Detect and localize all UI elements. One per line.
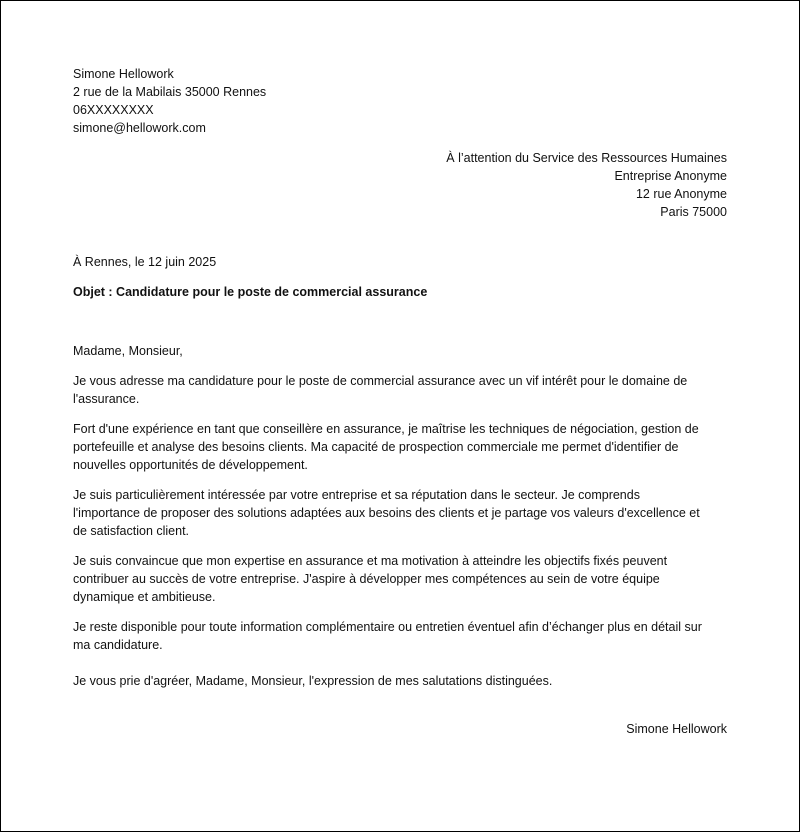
- paragraph: [73, 618, 727, 654]
- recipient-company: Entreprise Anonyme: [614, 169, 727, 183]
- paragraph-line: de satisfaction client.: [73, 524, 190, 538]
- paragraph-line: Fort d'une expérience en tant que conseillère en assurance, je maîtrise les techniques de négociation, gestion de: [73, 422, 699, 436]
- sender-address: 2 rue de la Mabilais 35000 Rennes: [73, 85, 267, 99]
- date-line: À Rennes, le 12 juin 2025: [73, 255, 217, 269]
- recipient-city: Paris 75000: [660, 205, 727, 219]
- paragraph-line: portefeuille et analyse des besoins clients. Ma capacité de prospection commerciale me permet d'identifier de: [73, 440, 679, 454]
- paragraph-line: nouvelles opportunités de développement.: [73, 458, 308, 472]
- paragraph-line: Je suis particulièrement intéressée par votre entreprise et sa réputation dans le secteur. Je comprends: [73, 488, 640, 502]
- recipient-attention: À l’attention du Service des Ressources Humaines: [446, 151, 727, 165]
- paragraph-line: dynamique et ambitieuse.: [73, 590, 216, 604]
- sender-phone: 06XXXXXXXX: [73, 103, 154, 117]
- letter-body: [73, 65, 727, 738]
- paragraph: [73, 552, 727, 606]
- paragraph-line: l'importance de proposer des solutions adaptées aux besoins des clients et je partage vos valeurs d'excellence et: [73, 506, 700, 520]
- sender-email: simone@hellowork.com: [73, 121, 206, 135]
- paragraph: [73, 372, 727, 408]
- subject-line: Objet : Candidature pour le poste de commercial assurance: [73, 285, 428, 299]
- sender-name: Simone Hellowork: [73, 67, 174, 81]
- paragraph-line: contribuer au succès de votre entreprise. J'aspire à développer mes compétences au sein de votre équipe: [73, 572, 660, 586]
- paragraph-line: Je reste disponible pour toute information complémentaire ou entretien éventuel afin d’échanger plus en détail sur: [73, 620, 702, 634]
- recipient-block: [73, 149, 727, 221]
- paragraph-line: l'assurance.: [73, 392, 140, 406]
- salutation: Madame, Monsieur,: [73, 344, 183, 358]
- recipient-street: 12 rue Anonyme: [635, 187, 727, 201]
- paragraph: [73, 486, 727, 540]
- paragraph: [73, 420, 727, 474]
- paragraph-line: Je suis convaincue que mon expertise en assurance et ma motivation à atteindre les objectifs fixés peuvent: [73, 554, 668, 568]
- closing-formula: Je vous prie d'agréer, Madame, Monsieur, l'expression de mes salutations distinguées.: [73, 674, 553, 688]
- paragraph-line: ma candidature.: [73, 638, 163, 652]
- signature: Simone Hellowork: [626, 722, 727, 736]
- sender-block: [73, 65, 727, 137]
- paragraph-line: Je vous adresse ma candidature pour le poste de commercial assurance avec un vif intérêt pour le domaine de: [73, 374, 688, 388]
